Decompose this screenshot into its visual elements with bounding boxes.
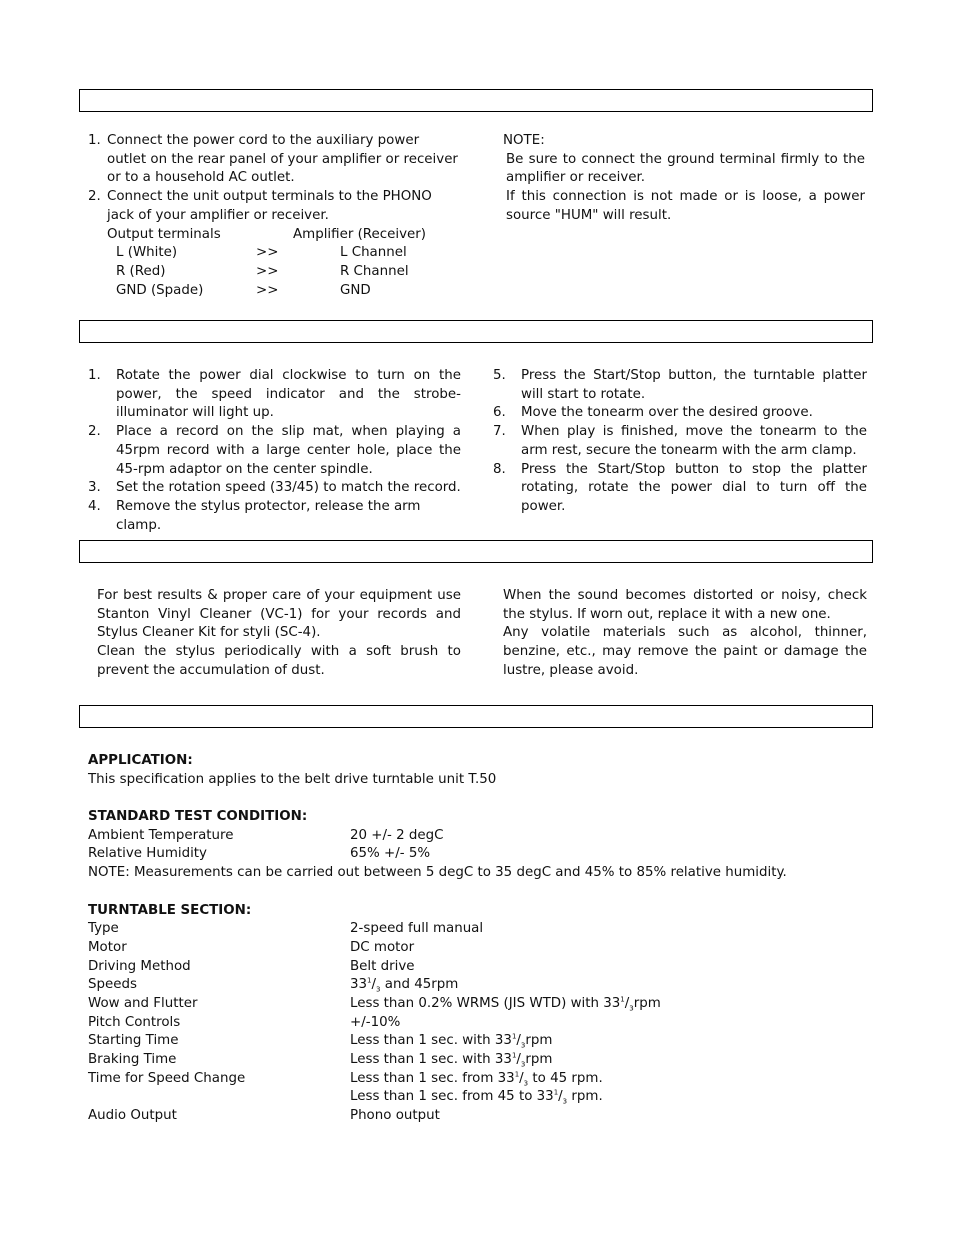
connection-step-text: Connect the power cord to the auxiliary power outlet on the rear panel of your amplifier or receiver or to a household AC outlet. [107,133,458,186]
terminal-name: R (Red) [116,263,166,279]
terminal-channel: L Channel [340,245,407,261]
operation-step-text: Set the rotation speed (33/45) to match the record. [116,480,461,496]
care-left [97,587,461,681]
spec-value: Less than 1 sec. from 45 to $33^1/_3$ rpm. [350,1088,603,1107]
terminal-arrow: >> [256,245,279,261]
spec-label: Type [88,921,119,937]
connection-note [503,132,865,226]
terminal-arrow: >> [256,263,279,279]
spec-row [88,958,868,977]
operation-steps-left [88,367,461,535]
section-header-specifications [79,705,873,728]
care-paragraph: When the sound becomes distorted or noisy, check the stylus. If worn out, replace it with a new one. [503,588,867,622]
operation-step-text: Place a record on the slip mat, when playing a 45rpm record with a large center hole, place the 45-rpm adaptor on the center spindle. [116,424,461,477]
table-row [88,244,462,263]
connection-step-text: Connect the unit output terminals to the PHONO jack of your amplifier or receiver. [107,189,432,223]
section-header-operation [79,320,873,343]
terminal-header-output: Output terminals [107,226,221,242]
spec-value: $33^1/_3$ and 45rpm [350,976,459,994]
terminal-channel: R Channel [340,263,409,279]
spec-value: Less than 1 sec. with $33^1/_3rpm$ [350,1051,553,1069]
operation-step-text: Press the Start/Stop button, the turntable platter will start to rotate. [521,368,867,402]
spec-row [88,1088,868,1107]
care-paragraph: Any volatile materials such as alcohol, thinner, benzine, etc., may remove the paint or damage the lustre, please avoid. [503,625,867,678]
note-line: If this connection is not made or is loose, a power source "HUM" will result. [506,189,865,223]
spec-value: Belt drive [350,958,415,974]
test-condition-heading: STANDARD TEST CONDITION: [88,809,308,825]
section-header-care [79,540,873,563]
spec-label: Driving Method [88,958,191,974]
spec-label: Wow and Flutter [88,996,198,1012]
list-item: 1. Connect the power cord to the auxiliary power outlet on the rear panel of your amplifier or receiver or to a household AC outlet. [88,133,458,186]
spec-value: 2-speed full manual [350,921,484,937]
spec-label: Pitch Controls [88,1014,181,1030]
terminal-table-header [88,226,462,245]
spec-row [88,1032,868,1051]
spec-label: Motor [88,939,127,955]
section-header-connection [79,89,873,112]
list-item: 1. Rotate the power dial clockwise to turn on the power, the speed indicator and the strobe-illuminator will light up. [88,368,461,421]
operation-steps-right [493,367,867,517]
spec-value: Phono output [350,1108,440,1124]
list-item: 5. Press the Start/Stop button, the turntable platter will start to rotate. [493,368,867,402]
spec-row [88,939,868,958]
spec-label: Relative Humidity [88,846,207,862]
spec-value: Less than 1 sec. from $33^1/_3$ to 45 rpm. [350,1070,603,1088]
terminal-header-amplifier: Amplifier (Receiver) [293,226,426,242]
list-item: 6. Move the tonearm over the desired groove. [493,405,813,421]
spec-row [88,920,868,939]
table-row [88,282,462,301]
care-paragraph: Clean the stylus periodically with a soft brush to prevent the accumulation of dust. [97,644,461,678]
spec-label: Starting Time [88,1033,179,1049]
spec-row [88,1107,868,1126]
operation-step-text: Press the Start/Stop button to stop the platter rotating, rotate the power dial to turn off the power. [521,461,867,514]
application-heading: APPLICATION: [88,753,193,768]
turntable-section-heading: TURNTABLE SECTION: [88,902,252,918]
spec-row [88,995,868,1014]
list-item: 2. Place a record on the slip mat, when playing a 45rpm record with a large center hole, place the 45-rpm adaptor on the center spindle. [88,424,461,477]
spec-label: Braking Time [88,1052,177,1068]
spec-row [88,1051,868,1070]
care-right [503,587,867,681]
list-item: 4. Remove the stylus protector, release the arm clamp. [88,498,421,533]
spec-label: Ambient Temperature [88,827,234,843]
list-item: 8. Press the Start/Stop button to stop the platter rotating, rotate the power dial to turn off the power. [493,461,867,514]
operation-step-text: When play is finished, move the tonearm to the arm rest, secure the tonearm with the arm clamp. [521,424,867,458]
terminal-name: L (White) [116,245,178,261]
spec-row [88,827,868,846]
spec-label: Audio Output [88,1108,177,1124]
spec-value: Less than 0.2% WRMS (JIS WTD) with $33^1/_3rpm$ [350,995,661,1013]
spec-label: Time for Speed Change [88,1070,246,1086]
spec-row [88,1014,868,1033]
terminal-arrow: >> [256,282,279,298]
note-line: Be sure to connect the ground terminal firmly to the amplifier or receiver. [506,151,865,186]
spec-value: 20 +/- 2 degC [350,827,444,843]
operation-step-text: Move the tonearm over the desired groove. [521,405,813,421]
list-item: 3. Set the rotation speed (33/45) to match the record. [88,480,461,496]
spec-value: 65% +/- 5% [350,846,431,862]
terminal-table [88,226,462,301]
spec-row [88,1070,868,1089]
list-item: 2. Connect the unit output terminals to the PHONO jack of your amplifier or receiver. [88,189,432,223]
spec-row [88,976,868,995]
spec-row [88,845,868,864]
note-label: NOTE: [503,133,545,148]
spec-value: DC motor [350,939,415,955]
test-condition-note: NOTE: Measurements can be carried out between 5 degC to 35 degC and 45% to 85% relative humidity. [88,865,787,881]
operation-step-text: Remove the stylus protector, release the arm clamp. [116,498,421,533]
connection-steps [88,132,462,300]
spec-value: +/-10% [350,1014,401,1030]
terminal-name: GND (Spade) [116,282,204,298]
terminal-channel: GND [340,282,371,298]
operation-step-text: Rotate the power dial clockwise to turn on the power, the speed indicator and the strobe-illuminator will light up. [116,368,461,421]
table-row [88,263,462,282]
list-item: 7. When play is finished, move the tonearm to the arm rest, secure the tonearm with the arm clamp. [493,424,867,458]
spec-label: Speeds [88,977,137,993]
care-paragraph: For best results & proper care of your equipment use Stanton Vinyl Cleaner (VC-1) for your records and Stylus Cleaner Kit for styli (SC-4). [97,588,461,641]
specifications [88,752,868,1126]
application-text: This specification applies to the belt drive turntable unit T.50 [88,771,497,787]
spec-value: Less than 1 sec. with $33^1/_3rpm$ [350,1032,553,1051]
